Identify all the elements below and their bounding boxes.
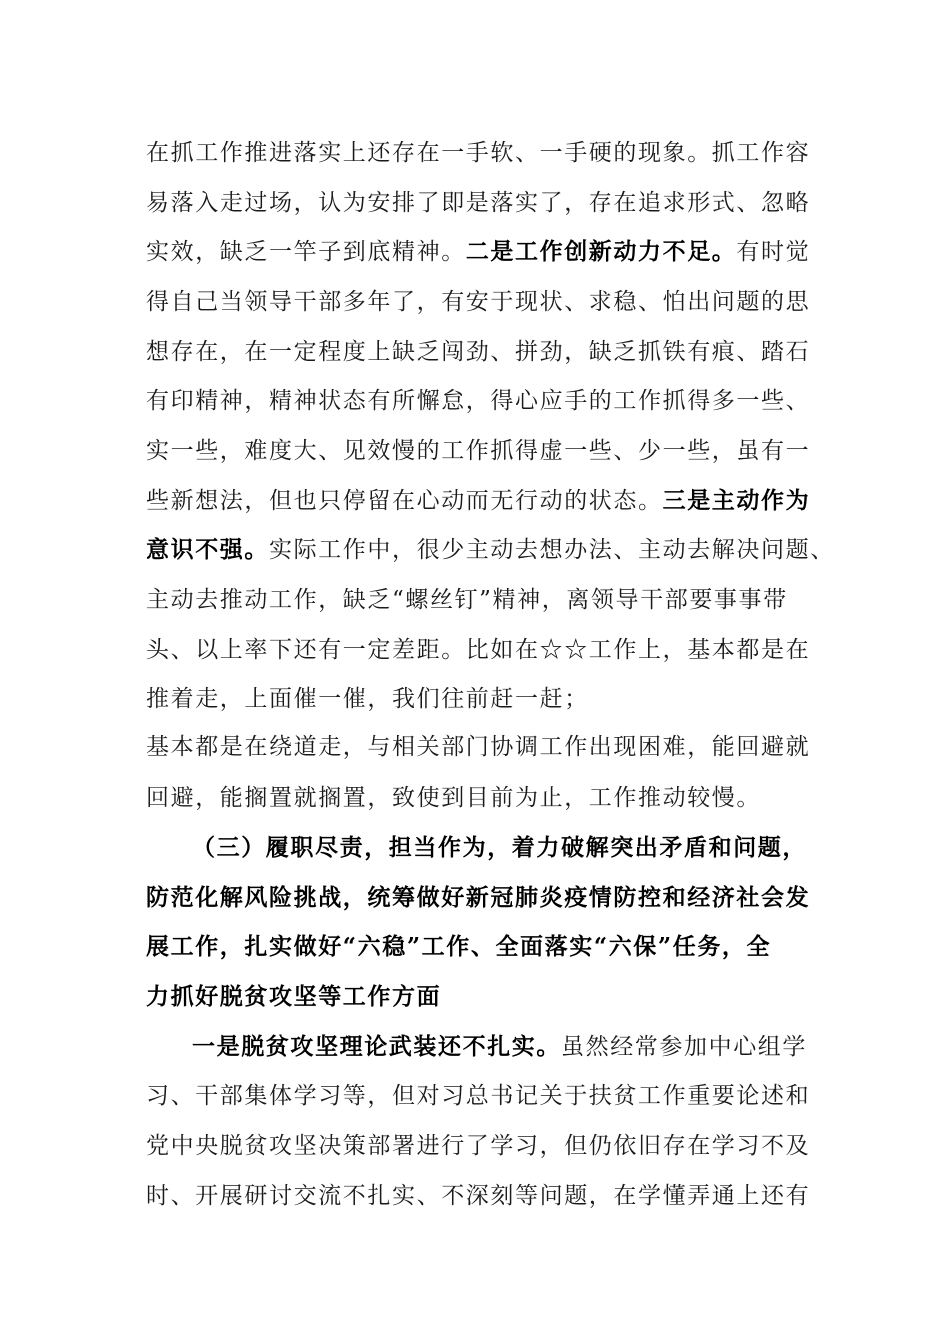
- body-line: 时、开展研讨交流不扎实、不深刻等问题，在学懂弄通上还有: [146, 1183, 811, 1209]
- body-line: 推着走，上面催一催，我们往前赶一赶；: [146, 686, 589, 712]
- body-line: [192, 1032, 807, 1062]
- body-line: 易落入走过场，认为安排了即是落实了，存在追求形式、忽略: [146, 190, 811, 216]
- body-line: 头、以上率下还有一定差距。比如在☆☆工作上，基本都是在: [146, 637, 811, 663]
- body-line: 得自己当领导干部多年了，有安于现状、求稳、怕出问题的思: [146, 289, 811, 315]
- body-line: 党中央脱贫攻坚决策部署进行了学习，但仍依旧存在学习不及: [146, 1133, 811, 1159]
- body-line: 基本都是在绕道走，与相关部门协调工作出现困难，能回避就: [146, 734, 811, 760]
- bold-heading: 一是脱贫攻坚理论武装还不扎实。: [192, 1033, 561, 1060]
- section-heading: 防范化解风险挑战，统筹做好新冠肺炎疫情防控和经济社会发: [146, 884, 811, 911]
- body-text: 虽然经常参加中心组学: [561, 1034, 807, 1060]
- body-line: [146, 486, 810, 516]
- body-line: 想存在，在一定程度上缺乏闯劲、拼劲，缺乏抓铁有痕、踏石: [146, 339, 811, 365]
- section-heading: 力抓好脱贫攻坚等工作方面: [146, 983, 442, 1010]
- bold-heading: 二是工作创新动力不足。: [465, 238, 737, 265]
- body-line: [146, 535, 835, 565]
- body-text: 实际工作中，很少主动去想办法、主动去解决问题、: [269, 537, 835, 563]
- bold-heading: 三是主动作为: [662, 487, 811, 514]
- body-line: 回避，能搁置就搁置，致使到目前为止，工作推动较慢。: [146, 785, 761, 811]
- body-text: 有时觉: [736, 239, 811, 265]
- body-text: 些新想法，但也只停留在心动而无行动的状态。: [146, 488, 663, 514]
- body-line: 习、干部集体学习等，但对习总书记关于扶贫工作重要论述和: [146, 1083, 811, 1109]
- body-line: 有印精神，精神状态有所懈怠，得心应手的工作抓得多一些、: [146, 388, 811, 414]
- body-line: 实一些，难度大、见效慢的工作抓得虚一些、少一些，虽有一: [146, 438, 811, 464]
- body-line: 在抓工作推进落实上还存在一手软、一手硬的现象。抓工作容: [146, 140, 811, 166]
- body-line: 主动去推动工作，缺乏“螺丝钉”精神，离领导干部要事事带: [146, 587, 788, 613]
- section-heading: 展工作，扎实做好“六稳”工作、全面落实“六保”任务，全: [146, 933, 772, 960]
- body-line: [146, 237, 810, 267]
- section-heading: （三）履职尽责，担当作为，着力破解突出矛盾和问题，: [192, 834, 807, 861]
- body-text: 实效，缺乏一竿子到底精神。: [146, 239, 466, 265]
- bold-heading: 意识不强。: [146, 536, 269, 563]
